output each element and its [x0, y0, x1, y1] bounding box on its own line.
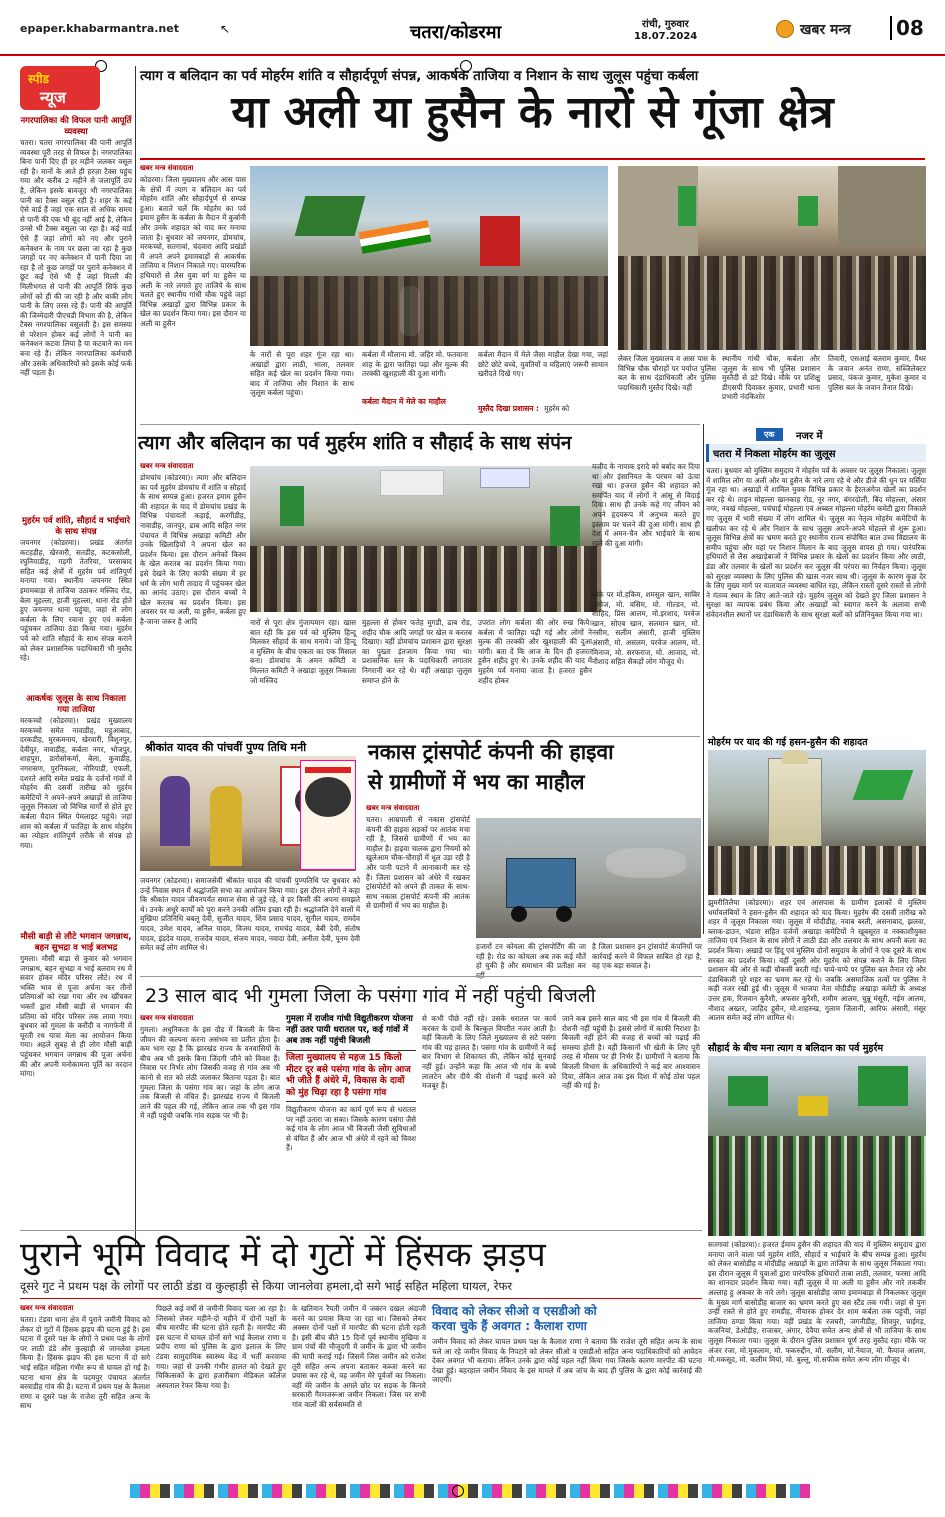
- lead-text: कर्बला में मौलाना मो. जहिर मो. फतवाना शाह के द्वारा फातिहा पढ़ा और मुल्क की तरक्की खुशहाली की दुआ मांगी।: [362, 350, 468, 379]
- nazar-title: चतरा में निकला मोहर्रम का जुलूस: [706, 444, 926, 462]
- speed-news-title: आकर्षक जुलूस के साथ निकाला गया ताजिया: [26, 694, 126, 715]
- bhumi-text: जमीन विवाद को लेकर घायल प्रथम पक्ष के कैलाश राणा ने बताया कि राजेश तूरी सहित अन्य के साथ चले आ रहे जमीन विवाद के निपटारे को लेकर सीओ व एसडीओ सहित अन्य पदाधिकारियों को आवेदन देकर अवगत भी कराया। लेकिन उनके द्वारा कोई पहल नहीं किया गया जिसके कारण मारपीट की घटना देखा हुई। बहरहाल जमीन विवाद के इस मामले में अब जांच के बाद ही पुलिस के द्वारा कोई कार्रवाई की जाएगी।: [432, 1337, 702, 1385]
- story-divider: [20, 1230, 702, 1231]
- headline-underline: [140, 158, 925, 160]
- bhumi-subtitle-2: करवा चुके हैं अवगत : कैलाश राणा: [432, 1319, 587, 1333]
- bijli-text: से कभी पीछे नहीं रहे। उसके धरातल पर कार्य करकर के दावों के बिल्कुल विपरीत नजर आती है। वहीं बिजली के लिए जिले मुख्यालय से सटे पसंगा गांव की यह हालत है। पसंगा गांव के ग्रामीणों ने कई बार विभाग से शिकायत की, लेकिन कोई सुनवाई नहीं हुई। उन्होंने कहा कि आज भी गांव के बच्चे लालटेन और दीये की रोशनी में पढ़ाई करने को मजबूर हैं।: [422, 1014, 556, 1091]
- bhumi-text: पिछले कई वर्षों से जमीनी विवाद चला आ रहा है। जिसको लेकर महीने-दो महीने में दोनों पक्षों के बीच मारपीट की घटना होते रहती है। मारपीट की इस घटना में घायल दोनों सगे भाई कैलाश राणा व प्रदीप राणा को पुलिस के द्वारा इलाज के लिए टंडवा सामुदायिक स्वास्थ्य केंद्र में भर्ती करवाया गया। जहां से उनकी गंभीर हालत को देखते हुए चिकित्सकों के द्वारा हजारीबाग मेडिकल कॉलेज अस्पताल रेफर किया गया है।: [156, 1304, 286, 1390]
- bijli-col2: [286, 1014, 416, 1224]
- story2-text: मुहल्ला से होकर फतेह मुगडी, ढाब रोड, शहीद चौक आदि जगहों पर खेल व करतब दिखाए। वहीं डोमचांच प्रशासन द्वारा सुरक्षा का पुख्ता इंतजाम किया गया था। प्रशासनिक स्तर के पदाधिकारी लगातार निगरानी कर रहे थे। वहीं अखाड़ा जुलूस समाप्त होने के: [362, 618, 472, 685]
- lead-body-col4: [478, 350, 608, 418]
- right2-body: झुमरीतिलैया (कोडरमा)। शहर एवं आसपास के ग्रामीण इलाकों में मुस्लिम धर्मावलंबियों ने हसन-हुसैन की शहादत को याद किया। मुहर्रम की दसवीं तारीख को शहर में जुलूस निकाला गया। जुलूस में मोदीडीह, नवाब बस्ती, असनाबाद, झलवा, ब्लाक-डाउन, भंडारा सहित दर्जनों अखाड़ा कमेटियों ने खूबसूरत व नक्काशीयुक्त ताजिया एवं निशान के साथ लोगों ने लाठी डंडा और तलवार के साथ अपनी कला का प्रदर्शन किया। अखाड़े पर हिंदू एवं मुस्लिम दोनों समुदाय के लोगों ने एक दूसरे के साथ सरबत का प्रदर्शन किया। वहीं दूसरी ओर मुहर्रम को संपन्न कराने के लिए जिला प्रशासन की ओर से कड़ी चौकसी बरती गई। चप्पे-चप्पे पर पुलिस बल तैनात रहे और दंडाधिकारी पूरे शहर का भ्रमण कर रहे थे। जबकि असमाजिक तत्वों पर पुलिस ने कड़ी नजर रखी हुई थी। जुलूस में भाजपा नेता मोदीडीह अखाड़ा कमेटी के अध्यक्ष उत्तर हक, रिजवान कुरैशी, अफसर कुरैशी, शमीम आलम, चुन्नू मंसूरी, नईम आलम, नौशाद अख्तर, जाहिद हुसैन, मो.शाहरुख, गुलाम जिलानी, आरिफ अंसारी, मंसूर आलम समेत कई लोग शामिल थे।: [708, 898, 926, 1023]
- lead-text: कर्बला मैदान में मेले जैसा माहौल देखा गया, जहां छोटे छोटे बच्चे, युवतियों व महिलाएं जरूरी सामान खरीदते दिखे गए।: [478, 350, 608, 379]
- nakas-byline: खबर मन्त्र संवाददाता: [366, 804, 420, 812]
- story2-photo-akhada: [250, 466, 602, 612]
- bhumi-kicker-rule: [20, 1298, 702, 1299]
- bijli-col1: [140, 1014, 280, 1224]
- nazar-label: नजर में: [796, 431, 823, 442]
- lead-text: तिवारी, एसआई बलराम कुमार, पैंथर के जवान अनंत राणा, सब्जिलेक्टर प्रसाद, पंकज कुमार, मुकेश कुमार व पुलिस बल के जवान तैनात दिखे।: [828, 354, 926, 392]
- lead-photo-crowd: [618, 166, 926, 350]
- site-url[interactable]: epaper.khabarmantra.net: [20, 22, 179, 35]
- story2-byline: खबर मन्त्र संवाददाता: [140, 462, 194, 470]
- nakas-col1: [366, 804, 470, 974]
- speed-news-column: [20, 66, 132, 1256]
- bijli-box: जिला मुख्यालय से महज 15 किलो मीटर दूर बसे पसंगा गांव के लोग आज भी जीते हैं अंधेरे में, विकास के दावों को मुंह चिढ़ा रहा है पसंगा गांव: [286, 1050, 416, 1102]
- shrikant-title: श्रीकांत यादव की पांचवीं पुण्य तिथि मनी: [145, 741, 307, 754]
- speed-news-item: [20, 516, 132, 688]
- speed-news-body: मरकच्चो (कोडरमा)। प्रखंड मुख्यालय मरकच्चो समेत नावाडीह, महुआबाद, दरकडीह, मुरकमनाय, खेरवारी, विशुनपुर, देवीपुर, नावाडीह, कर्बला नगर, भोजपुर, शाहपुरा, डारोसोकर्मा, बेला, कुवाडीह, नगरासण, पुरनिकला, नोरियाड़ी, एफली, दशरते आदि समेत प्रखंड के दर्जनों गांवों में मोहर्रम की दसवीं तारीख को मुहर्रम कमेटियों ने अपने-अपने अखाड़ों से ताजिया जुलूस निकाला जो विभिन्न मार्गों से होते हुए कर्बला मैदान स्थित पेमलाइट पहुंचे। जहां शाम को कर्बला में फातिहा के साथ मोहर्रम का त्योहार शांतिपूर्ण तरीके से संपन्न हो गया।: [20, 716, 132, 850]
- speed-news-item: [20, 694, 132, 926]
- lead-photo-procession: [250, 166, 608, 346]
- speed-news-badge-top: स्पीड: [28, 72, 50, 86]
- bijli-highlight: गुमला में राजीव गांधी विद्युतीकरण योजना नहीं उतर पायी धरातल पर, कई गांवों में अब तक नहीं पहुंची बिजली: [286, 1014, 413, 1046]
- story2-text: उपरांत लोग कर्बला की ओर रुख किये। कर्बला में फातिहा पढ़ी गई और लोगों ने मुल्क की तरक्की और खुशहाली की दुआ मांगी। बता दें कि आज के दिन ही हजरत हुसैन शहीद हुए थे। उनके शहीद की याद में मुहर्रम पर्व मनाया जाता है। हजरत हुसैन शहीद होकर: [478, 618, 592, 685]
- lead-text: कोडरमा। जिला मुख्यालय और आस पास के क्षेत्रों में त्याग व बलिदान का पर्व मोहर्रम शांति और सौहार्दपूर्ण से सम्पन्न हुआ। बताते चलें कि मोहर्रम का पर्व इमाम हुसैन के कर्बला के मैदान में कुर्बानी और उनके शहादत को याद कर मनाया जाता है। बुधवार को जयनगर, डोमचांच, मरकच्चो, सतगावां, चंदवारा आदि प्रखंडों में अपने अपने इमामबाड़ों से आकर्षक ताजिया व निशान निकाले गए। पारम्परिक हथियारों से लैस युवा वर्ग या हुसैन या अली के नारे लगाते हुए ताजिये के साथ चलते हुए स्थानीय गांधी चौक पहुंचे जहां विभिन्न अखाड़ों द्वारा विभिन्न प्रकार के खेल का प्रदर्शन किया गया। इस दौरान या अली या हुसैन: [140, 175, 247, 328]
- brand-logo-icon: [776, 20, 794, 38]
- page-number: 08: [890, 16, 924, 40]
- bhumi-col1: [20, 1304, 150, 1474]
- lead-body-col3: [362, 350, 468, 418]
- story2-col5: [592, 462, 700, 734]
- lead-subhead: मुस्तैद दिखा प्रशासन :: [478, 404, 540, 413]
- speed-news-body: गुमला। मौसी बाड़ा से कुवार को भगवान जगन्नाथ, बहन सुभद्रा व भाई बलराम रथ में सवार होकर मंदिर परिसर लौटे। रथ में भक्ति भाव से पूजा अर्चना कर तीनों प्रतिमाओं को रखा गया और रथ खींचकर भक्तों द्वारा मौसी बाड़ी से भगवान की प्रतिमा को मंदिर परिसर तक लाया गया। बुधवार को गुमला के करौंदी व नागफेनी में घूरती रथ यात्रा मेला का आयोजन किया गया। अहले सुबह से ही लोग मौसी बाड़ी पहुंचकर भगवान जगन्नाथ की पूजा अर्चना की और अपनी मनोकामना पूर्ति का वरदान मांगा।: [20, 954, 132, 1079]
- story2-headline: त्याग और बलिदान का पर्व मुहर्रम शांति व सौहार्द के साथ संपंन: [138, 432, 572, 454]
- lead-subhead: कर्बला मैदान में मेले का माहौल: [362, 397, 446, 406]
- right2-photo-tazia: [708, 750, 926, 895]
- bijli-text: जाने कब इसने साल बाद भी इस गांव में बिजली की रोशनी नहीं पहुंची है। इससे लोगों में काफी निराशा है। बिजली नहीं होने की वजह से बच्चों को पढ़ाई की समस्या होती है। वहीं किसानों भी खेती के लिए पूरी तरह से मौसम पर ही निर्भर हैं। ग्रामीणों ने बताया कि बिजली विभाग के अधिकारियों ने कई बार आश्वासन दिया, लेकिन आज तक इस दिशा में कोई ठोस पहल नहीं की गई है।: [562, 1014, 700, 1091]
- nakas-headline-1: नकास ट्रांसपोर्ट कंपनी की हाइवा: [368, 740, 614, 764]
- bhumi-subbox: [432, 1304, 702, 1474]
- story2-col1: [140, 462, 246, 734]
- registration-mark-icon: [452, 1485, 464, 1497]
- bhumi-headline: पुराने भूमि विवाद में दो गुटों में हिंसक झड़प: [20, 1235, 546, 1275]
- nazar-label-row: [706, 426, 926, 442]
- right3-photo-juloos: [708, 1056, 926, 1236]
- nazar-label-ek: एक: [756, 428, 783, 441]
- brand-name: खबर मन्त्र: [800, 22, 851, 38]
- city-day: रांची, गुरुवार: [642, 19, 689, 30]
- column-divider: [135, 66, 136, 1246]
- nazar-box: [706, 426, 926, 731]
- shrikant-banner: [300, 760, 356, 870]
- speed-news-badge: [20, 66, 100, 110]
- speed-news-item: [20, 932, 132, 1144]
- issue-date: 18.07.2024: [634, 31, 698, 42]
- bhumi-kicker: दूसरे गुट ने प्रथम पक्ष के लोगों पर लाठी डंडा व कुल्हाड़ी से किया जानलेवा हमला,दो सगे भाई सहित महिला घायल, रेफर: [20, 1279, 513, 1293]
- cursor-icon: ↖: [220, 22, 231, 36]
- speed-news-body: जयनगर (कोडरमा)। प्रखंड अंतर्गत कटहड़ीह, खेरवारी, सतडीह, कटकसोली, रघुनियाडीह, गड़गी तेतरिया, परसाबाद सहित कई क्षेत्रों में मुहर्रम पर्व शांतिपूर्ण मनाया गया। स्थानीय जयनगर स्थित इमामबाड़ा से ताजिया उठाकर मस्जिद रोड, बेला मुहल्ला, हाजी मुहल्ला, थाना रोड होते हुए जयनगर थाना पहुंचा, जहां से लोग कर्बला के लिए रवाना हुए एवं कर्बला पहुंचकर ताजिया ठंडा किया गया। मुहर्रम पर्व को शांति सौहार्द के साथ संपन्न कराने को लेकर प्रशासनिक पदाधिकारी भी मुस्तैद रहे।: [20, 538, 132, 663]
- nakas-photo-truck: [476, 818, 701, 938]
- bijli-headline: 23 साल बाद भी गुमला जिला के पसंगा गांव में नहीं पहुंची बिजली: [145, 985, 596, 1007]
- speed-news-badge-bottom: न्यूज: [40, 88, 66, 107]
- bhumi-text: के खतियान रैयती जमीन में जबरन दखल अंदाजी करने का प्रयास किया जा रहा था। जिसको लेकर अक्सर दोनों पक्षों में मारपीट की घटना होती रहती है। इसी बीच बीते 15 दिनों पूर्व स्थानीय मुखिया व ग्राम पंचों की मौजूदगी में जमीन के द्वारा भी जमीन की मापी कराई गई। जिसमें जिस जमीन को राजेश तूरी सहित अन्य अपना बताकर कब्जा करने का प्रयास कर रहे थे, वह जमीन मेरे पूर्वजों का निकला। वहीं मेरे जमीन के अगले छोर पर सड़क के किनारे सरकारी गैरमजरूआ जमीन निकला। जिस पर सभी गांव वालों की सर्वसम्मति से: [292, 1304, 426, 1409]
- nazar-body: चतरा। बुधवार को मुस्लिम समुदाय ने मोहर्रम पर्व के अवसर पर जुलूस निकाला। जुलूस में शामिल लोग या अली और या हुसैन के नारे लगा रहे थे और डीजे की धुन पर मर्सिया गूंज रहा था। अखाड़ों में शामिल युवक विभिन्न प्रकार के हैरतअंगेज खेलों का प्रदर्शन कर रहे थे। ताइन मोहल्ला खानकाह रोड, नूर नगर, बंगरदोली, बिंद मोहल्ला, अंसार नगर, नवखं मोहल्ला, पचंचाई मोहल्ला एवं अब्बल मोहल्ला मोहर्रम कमेटी द्वारा निकाले गए जुलूस में भारी संख्या में लोग शामिल थे। जुलूस का नेतृत्व मोहर्रम कमेटियों के खलीफा कर रहे थे और निशान के साथ जुलूस अपने-अपने मोहल्ले से शुरू हुआ। जुलूस विभिन्न क्षेत्रों का भ्रमण करते हुए स्थानीय राज्य संपोषित बाल उच्च विद्यालय के समीप पहुंचा और यहां पर निशान मिलान के बाद जुलूस वापस हो गया। पारंपरिक हथियारों से लैस अखाड़ेबाजों ने विभिन्न प्रकार के खेलों का प्रदर्शन किया और लाठी, डंडा और तलवार के खेलों का प्रदर्शन कर जुलूस की परंपरा का निर्वहन किया। जुलूस को सुरक्षा व्यवस्था के लिए पुलिस की खास नजर साथ थी। जुलूस के कारण कुछ देर के लिए मुख्य मार्ग पर यातायात व्यवस्था बाधित रहा, लेकिन रास्तों दूसरे रास्तों से लोगों ने गंतव्य स्थान के लिए आते-जाते रहे। मुहर्रम जुलूस को देखते हुए जिला प्रशासन ने सुरक्षा का व्यापक प्रबंध किया और अखाड़ों को स्वागत करने के अलावा सभी संवेदनशील स्थानों पर दंडाधिकारी के साथ सुरक्षा बलों को प्रतिनियुक्त किया गया था।: [706, 466, 926, 619]
- lead-text: के नारों से पूरा शहर गूंज रहा था। अखाड़ों द्वारा लाठी, भाला, तलवार सहित कई खेल का प्रदर्शन किया गया। बाद में ताजिया और निशान के साथ जुलूस कर्बला पहुंचा।: [250, 350, 354, 398]
- story2-text: मौके पर मो.हकिम, शमसुल खान, साबिर परवेज, मो. वसिम, मो. गोल्डन, मो. शाहिद, प्रिंस आलम, मो.इरशाद, परवेज खान, सोएब खान, सलमान खान, मो. नसीम, सलीम अंसारी, हाजी मुस्लिम अंसारी, मो. असलम, परवेज आलम, मो. मिनाज, मो. सरफराज, मो. आजाद, मो. नौशाद सहित सैकड़ों लोग मौजूद थे।: [592, 590, 700, 667]
- story-divider: [140, 424, 700, 425]
- shrikant-body: जयनगर (कोडरमा)। समाजसेवी श्रीकांत यादव की पांचवीं पुण्यतिथि पर बुधवार को उन्हें निवास स्थान में श्रद्धांजलि सभा का आयोजन किया गया। इस दौरान लोगों ने कहा कि श्रीकांत यादव जीवनपर्यंत समाज सेवा से जुड़े रहे, वे हर किसी की अपना समझते थे। उनके अधूरे कार्यों को पूरा करने उनकी अंतिम इच्छा रही है। श्रद्धांजलि देने वालों में मुखिया प्रतिनिधि बबलू देवी, सुजीत यादव, शिव प्रसाद यादव, सुनील यादव, रामदेव यादव, उमेश यादव, अनिल यादव, विजय यादव, रामचंद्र यादव, बेबी देवी, संतोष यादव, इंद्रदेव यादव, राजदेव यादव, संजय यादव, नवादा देवी, अनीता देवी, पूनम देवी समेत कई लोग शामिल थे।: [140, 876, 360, 953]
- bijli-text: विद्युतीकरण योजना का कार्य पूर्ण रूप से धरातल पर नहीं उतारा जा सका। जिसके कारण पसंगा जैसे कई गांव के लोग आज भी बिजली जैसी सुविधाओं से वंचित हैं और आज भी अंधेरे में रहने को विवश हैं।: [286, 1105, 416, 1153]
- bijli-text: गुमला। अधुनिकता के इस दौड़ में बिजली के बिना जीवन की कल्पना करना असंभव सा प्रतीत होता है। कम भाग रहा है कि झारखंड राज्य के वनवासियों के बीच अब भी इसके बिना जिंदगी जीने को विवश हैं। निवास पर निर्भर लोग जिसकी वजह से गांव अब भी कानो से रात को लंठी जलाकर बिताना पड़ता है। बात गुमला जिला के पसंगा गांव का। जहां के लोग आज तक बिजली से वंचित हैं। झारखंड राज्य में बिजली लाने की पहल की गई, लेकिन आज तक भी इस गांव में नहीं पहुंची जबकि गांव सड़क पर भी है।: [140, 1025, 280, 1121]
- lead-byline: खबर मन्त्र संवाददाता: [140, 164, 194, 172]
- lead-text: लेकर जिला मुख्यालय व आस पास के विभिन्न चौक चौराहों पर पर्याप्त पुलिस बल के साथ दंडाधिकारी और पुलिस पदाधिकारी मुस्तैद दिखे। वहीं: [618, 354, 716, 392]
- right2-title: मोहर्रम पर याद की गई हसन-हुसैन की शहादत: [708, 737, 868, 748]
- nakas-text: है जिला प्रशासन इन ट्रांसपोर्ट कंपनियों पर कार्रवाई करने में विफल साबित हो रहा है, वह एक बड़ा सवाल है।: [592, 942, 702, 971]
- lead-kicker: त्याग व बलिदान का पर्व मोहर्रम शांति व सौहार्दपूर्ण संपन्न, आकर्षक ताजिया व निशान के साथ जुलूस पहुंचा कर्बला: [140, 68, 699, 84]
- speed-news-title: नगरपालिका की विफल पानी आपूर्ति व्यवस्था: [20, 116, 132, 137]
- bhumi-subtitle-1: विवाद को लेकर सीओ व एसडीओ को: [432, 1304, 597, 1318]
- speed-news-title: मौसी बाड़ी से लौटे भगवान जगन्नाथ, बहन सुभद्रा व भाई बलभद्र: [20, 932, 132, 953]
- story2-text: नारों से पूरा क्षेत्र गुंजायमान रहा। खास बात रही कि इस पर्व को मुस्लिम हिन्दू मिलकर सौहार्द के साथ मनाये। जो हिन्दू व मुस्लिम के बीच एकता का एक मिसाल बना। डोमचांच के अमन कमिटी व मिल्लत कमिटी ने अखाड़ा जुलूस निकाला जो मस्जिद: [250, 618, 356, 685]
- lead-text: मुहर्रम को: [544, 404, 570, 413]
- column-divider: [703, 424, 704, 934]
- speed-news-title: मुहर्रम पर्व शांति, सौहार्द व भाईचारे के साथ संपन्न: [21, 516, 131, 537]
- nakas-text: हजारों टन कोयला की ट्रांसपोर्टिंग की जा रही है। रोड का कोयला अब तक कई मौतें हो चुकी है और समाधान की प्रतीक्षा कर: [476, 942, 586, 971]
- section-name: चतरा/कोडरमा: [410, 22, 502, 43]
- right3-title: सौहार्द के बीच मना त्याग व बलिदान का पर्व मुहर्रम: [708, 1043, 884, 1054]
- story2-text: यजीद के नापाक इरादे को बर्बाद कर दिया था और इंसानियत के परचम को ऊंचा रखा था। हजरत हुसैन की शहादत को समर्पित याद में लोगों ने आंसू से विदाई दिया। साथ ही उनके कहे गए जीवन को अपने हृदयरूप में अनुभव करते हुए इस्लाम पर चलने की दुआ मांगी। साथ ही देश में अमन-चैन और भाईचारे के साथ रहने की दुआ मांगी।: [592, 462, 700, 548]
- lead-text: स्थानीय गांधी चौक, कर्बला और जुलूस के साथ भी पुलिस प्रशासन मुस्तैदी से डटे दिखे। मौके पर प्रशिक्षु डीएसपी दिवाकर कुमार, प्रभारी थाना प्रभारी नंदकिशोर: [722, 354, 820, 402]
- speed-news-item: [20, 116, 132, 510]
- masthead: [0, 0, 945, 56]
- bhumi-byline: खबर मन्त्र संवाददाता: [20, 1304, 74, 1312]
- lead-body-col1: [140, 164, 246, 420]
- bhumi-text: चतरा। टंडवा थाना क्षेत्र में पुराने जमीनी विवाद को लेकर दो गुटों में हिंसक झड़प की घटना हुई है। इस घटना में दूसरे पक्ष के लोगों ने प्रथम पक्ष के लोगों पर लाठी डंडे और कुल्हाड़ी से जानलेवा हमला किया है। हिंसक झड़प की इस घटना में दो सगे भाई सहित महिला गंभीर रूप से घायल हो गई है। घटना थाना क्षेत्र के पदमपुर पंचायत अंतर्गत बरवाडीह गांव की है। घटना में प्रथम पक्ष के कैलाश राणा व दूसरे पक्ष के राजेश तूरी सहित अन्य के साथ: [20, 1315, 150, 1411]
- bijli-byline: खबर मन्त्र संवाददाता: [140, 1014, 194, 1022]
- speed-news-body: चतरा। चतरा नगरपालिका की पानी आपूर्ति व्यवस्था पूरी तरह से विफल है। नगरपालिका बिना पानी दिए ही हर महीने जलकर वसूल रही है। मानों के आते ही हरज़ा टैक्स पहुंच गया और करीब 2 महीने से जलापूर्ति ठप है, लेकिन इसके बावजूद भी नगरपालिका पानी का टैक्स वसूल रही है। शहर के कई ऐसे वार्ड हैं जहां एक साल से अधिक समय से पानी की एक भी बूंद नहीं आई है, लेकिन उनसे भी टैक्स वसूला जा रहा है। कई वार्ड ऐसे हैं जहां लोगों को नए और पुराने कनेक्शन के नाम पर छला जा रहा है कुछ जगहों पर नए कनेक्शन में पानी दिया जा रहा है तो कुछ जगहों पर पुराने कनेक्शन में छूट कई ऐसे भी हैं जहां मिल्ती की मिलीभगत से पानी की आपूर्ति सिर्फ कुछ लोगों को ही की जा रही है और बाकी लोग पानी के लिए तरस रहे हैं। पानी की आपूर्ति की जिम्मेदारी पीएचडी विभाग की है, लेकिन टैक्स नगरपालिका वसूलती है। इस समस्या से परेशान होकर कई लोगों ने पानी का कनेक्शन कटवा लिया है या कटवाने का मन बना रहे हैं। लेकिन नगरपालिका कर्मचारी और उसके अधिकारियों को इसके कोई फर्क नहीं पड़ता है।: [20, 138, 132, 378]
- story2-text: डोमचांच (कोडरमा)। त्याग और बलिदान का पर्व मुहर्रम डोमचांच में शांति व सौहार्द के साथ सम्पन्न हुआ। हजरत इमाम हुसैन की शहादत के याद में डोमचांच प्रखंड के विभिन्न पंचायतों कड़ाई, करगीडीह, नावाडीह, जानपुर, ढाब आदि सहित नगर पंचायत में विभिन्न अखाड़ा कमिटी और उनके खिलाड़ियों ने अपना खेल का प्रदर्शन किया। इस दौरान अनेकों किस्म के खेल करतब का प्रदर्शन किया गया। इसे देखने के लिए काफी संख्या में हर धर्म के लोग भारी तादाद में पहुंचकर खेल का आनंद उठाए। इस दौरान बच्चों ने खेल करतब का प्रदर्शन किया। इस अवसर पर या अली, या हुसैन, कर्बला हुए है-जाना जरूर है आदि: [140, 473, 246, 626]
- color-bar: [130, 1484, 810, 1498]
- right3-body: सतगावां (कोडरमा)। हजरत ईमाम हुसैन की शहादत की याद में मुस्लिम समुदाय द्वारा मनाया जाने वाला पर्व मुहर्रम शांति, सौहार्द व भाईचारे के बीच सम्पन्न हुआ। मुहर्रम को लेकर बासोडीह व मोदीडीह अखाड़ों के द्वारा ताजिया के साथ जुलूस निकाला गया। इस दौरान जुलूस में युवाओं द्वारा पारंपरिक हथियारों ताबा लाठी, तलवार, फरसा आदि का शानदार प्रदर्शन किया गया। वहीं जुलूस में या अली या हुसैन और नारे तकबीर अल्लाह हु अकबर के नारे लगे। जुलूस बासोडीह जामा इमामबाड़ा से निकलकर जुलूस के मुख्य मार्ग बासोडीह बाजार का भ्रमण करते हुए बस स्टैंड तक गयी। जहां से पुनः उन्हीं रास्ते से होते हुए रामडीह, नीयारक होकर देर शाम कर्बला तक पहुंची, जहां ताजिया ठण्डा किया गया। वहीं प्रखंड के रजघरी, जगनीडीह, शिवपुर, चाईगड़, कजनियां, डेओड़ीह, राजाबर, अंगार, देवैया समेत अन्य क्षेत्रों से भी ताजिया के साथ जुलूस निकाला गया। जुलूस के दौरान पुलिस प्रशासन पूर्ण तरह मुस्तैद रहा। मौके पर अंजर रजा, मो.मुकलाम, मो. फकरुद्दीन, मो. सलीम, मो.नेयाज, मो. फैयाज आलम, मो.मकसूद, मो. कलीम मियां, मो. बुल्लू, मो.सफीक समेत अन्य लोग मौजूद थे।: [708, 1240, 926, 1365]
- lead-headline: या अली या हुसैन के नारों से गूंजा क्षेत्र: [231, 87, 834, 138]
- story-divider: [140, 976, 702, 977]
- nakas-text: चतरा। आम्रपाली से नकास ट्रांसपोर्ट कंपनी की हाइवा सड़कों पर आतंक मचा रही है, जिससे ग्रामीणों में भय का माहौल है। हाइवा चालक द्वारा नियमों को खुलेआम चौक-चौराहों में धूल उड़ा रही है और पानी पटाने में आनाकानी कर रहे हैं। जिला प्रशासन को अंधेरे में रखकर ट्रांसपोर्टरों को अपने ही ताकत के साथ-साथ नकास ट्रांसपोर्ट कंपनी की आतंक से ग्रामीणों में भय का माहौल है।: [366, 815, 470, 911]
- nakas-headline-2: से ग्रामीणों में भय का माहौल: [368, 770, 585, 794]
